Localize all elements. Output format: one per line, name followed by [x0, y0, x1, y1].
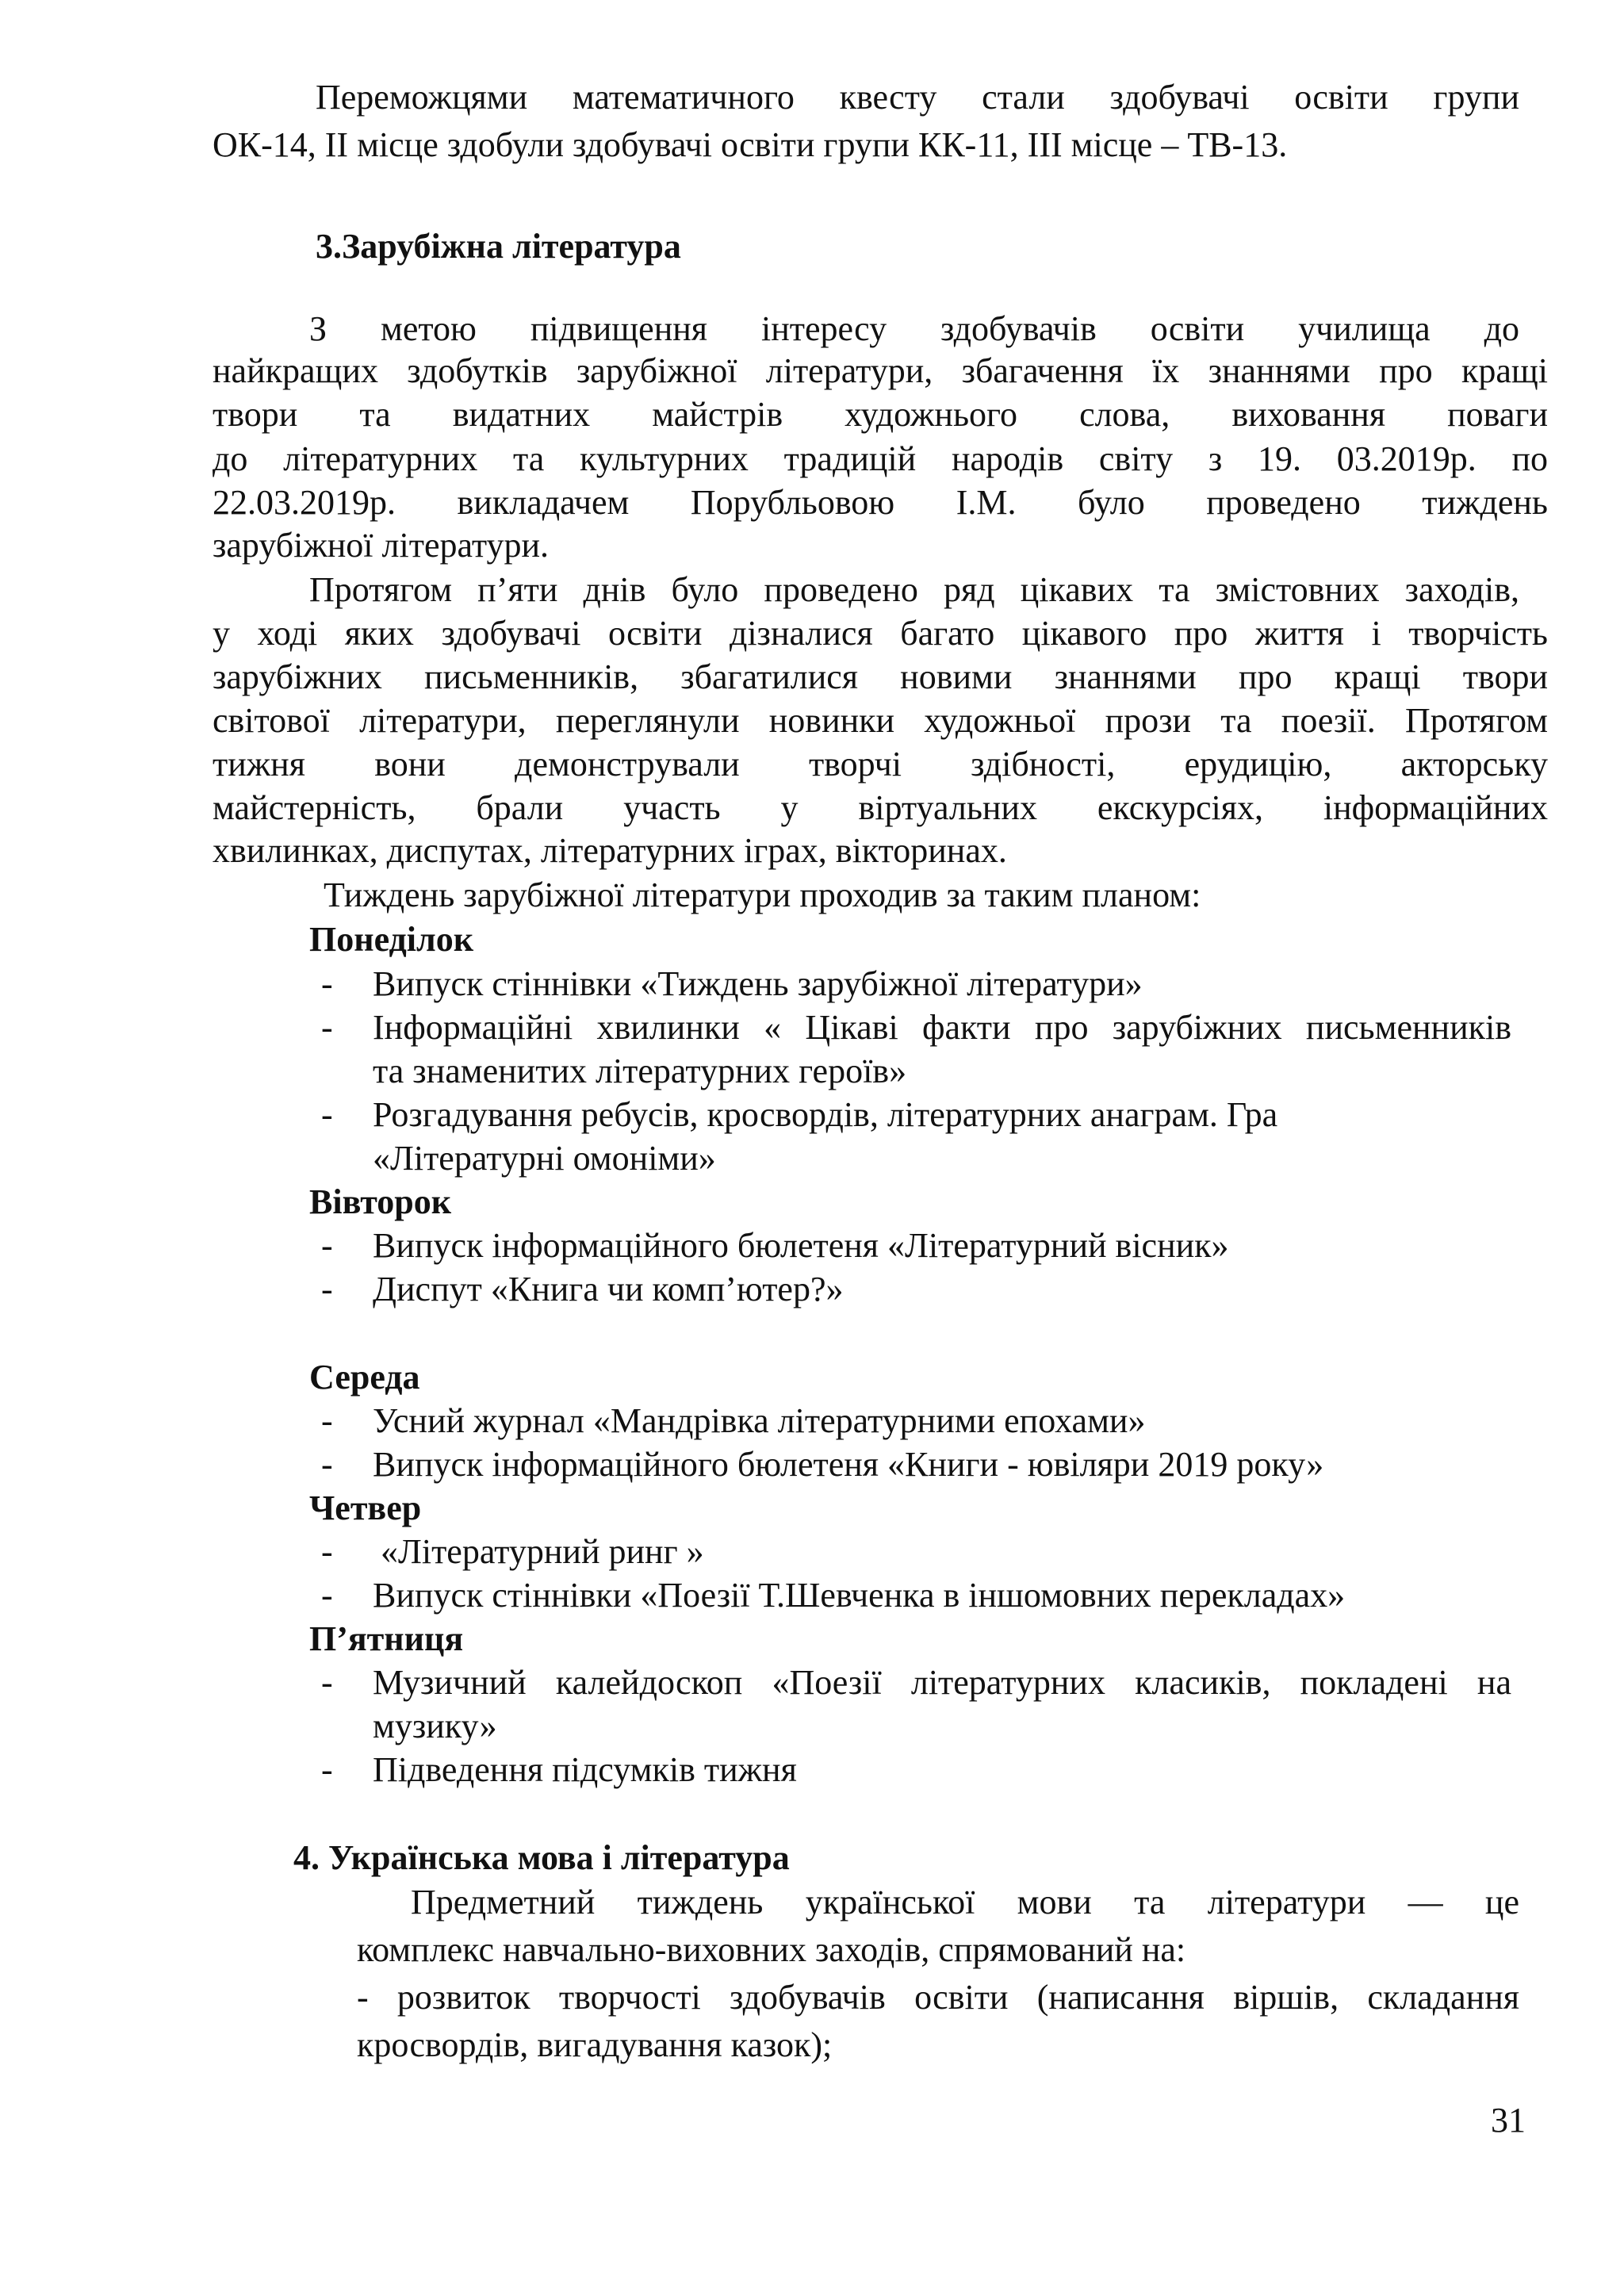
text-line: твори та видатних майстрів художнього слова, виховання поваги [213, 395, 1548, 434]
list-item-continuation: «Літературні омоніми» [373, 1139, 716, 1178]
page-number: 31 [1491, 2101, 1526, 2140]
text-line: кросвордів, вигадування казок); [357, 2025, 833, 2064]
list-dash: - [321, 964, 333, 1003]
text-line: 22.03.2019р. викладачем Порубльовою І.М. було проведено тиждень [213, 483, 1548, 522]
list-item: Випуск інформаційного бюлетеня «Літературний вісник» [373, 1226, 1229, 1265]
text-line: найкращих здобутків зарубіжної літератури, збагачення їх знаннями про кращі [213, 351, 1548, 390]
plan-intro: Тиждень зарубіжної літератури проходив за таким планом: [324, 875, 1201, 914]
list-dash: - [321, 1095, 333, 1134]
text-line: З метою підвищення інтересу здобувачів освіти училища до [309, 309, 1519, 348]
list-dash: - [321, 1226, 333, 1265]
day-heading-wednesday: Середа [309, 1358, 420, 1397]
list-item-continuation: музику» [373, 1707, 497, 1745]
list-item: Випуск стіннівки «Поезії Т.Шевченка в іншомовних перекладах» [373, 1576, 1346, 1615]
list-dash: - [321, 1663, 333, 1702]
list-item: Музичний калейдоскоп «Поезії літературних класиків, покладені на [373, 1663, 1511, 1702]
section-heading: 3.Зарубіжна література [316, 227, 681, 266]
text-line: ОК-14, ІІ місце здобули здобувачі освіти групи КК-11, ІІІ місце – ТВ-13. [213, 125, 1288, 164]
list-dash: - [321, 1532, 333, 1571]
list-item: Диспут «Книга чи комп’ютер?» [373, 1270, 844, 1308]
day-heading-tuesday: Вівторок [309, 1182, 452, 1221]
list-dash: - [321, 1576, 333, 1615]
day-heading-monday: Понеділок [309, 920, 474, 959]
list-item: Підведення підсумків тижня [373, 1750, 797, 1789]
text-line: світової літератури, переглянули новинки художньої прози та поезії. Протягом [213, 701, 1548, 740]
text-line: Протягом п’яти днів було проведено ряд цікавих та змістовних заходів, [309, 570, 1519, 609]
list-item: Інформаційні хвилинки « Цікаві факти про зарубіжних письменників [373, 1008, 1511, 1047]
day-heading-friday: П’ятниця [309, 1619, 464, 1658]
text-line: до літературних та культурних традицій народів світу з 19. 03.2019р. по [213, 439, 1548, 478]
list-item: Випуск стіннівки «Тиждень зарубіжної літератури» [373, 964, 1143, 1003]
day-heading-thursday: Четвер [309, 1488, 422, 1527]
section-heading: 4. Українська мова і література [293, 1838, 790, 1877]
text-line: - розвиток творчості здобувачів освіти (написання віршів, складання [357, 1978, 1519, 2017]
text-line: хвилинках, диспутах, літературних іграх, вікторинах. [213, 831, 1007, 870]
list-dash: - [321, 1008, 333, 1047]
list-item: Випуск інформаційного бюлетеня «Книги - ювіляри 2019 року» [373, 1445, 1324, 1484]
list-item: Усний журнал «Мандрівка літературними епохами» [373, 1401, 1146, 1440]
text-line: комплекс навчально-виховних заходів, спрямований на: [357, 1930, 1186, 1969]
text-line: зарубіжних письменників, збагатилися новими знаннями про кращі твори [213, 657, 1548, 696]
list-dash: - [321, 1401, 333, 1440]
list-item: «Літературний ринг » [381, 1532, 704, 1571]
list-item-continuation: та знаменитих літературних героїв» [373, 1052, 907, 1090]
text-line: у ході яких здобувачі освіти дізналися багато цікавого про життя і творчість [213, 614, 1548, 653]
list-item: Розгадування ребусів, кросвордів, літературних анаграм. Гра [373, 1095, 1278, 1134]
list-dash: - [321, 1270, 333, 1308]
list-dash: - [321, 1445, 333, 1484]
text-line: тижня вони демонстрували творчі здібності, ерудицію, акторську [213, 745, 1548, 784]
text-line: майстерність, брали участь у віртуальних екскурсіях, інформаційних [213, 788, 1548, 827]
list-dash: - [321, 1750, 333, 1789]
text-line: Предметний тиждень української мови та літератури — це [411, 1883, 1519, 1921]
text-line: зарубіжної літератури. [213, 526, 550, 565]
text-line: Переможцями математичного квесту стали здобувачі освіти групи [316, 78, 1519, 117]
